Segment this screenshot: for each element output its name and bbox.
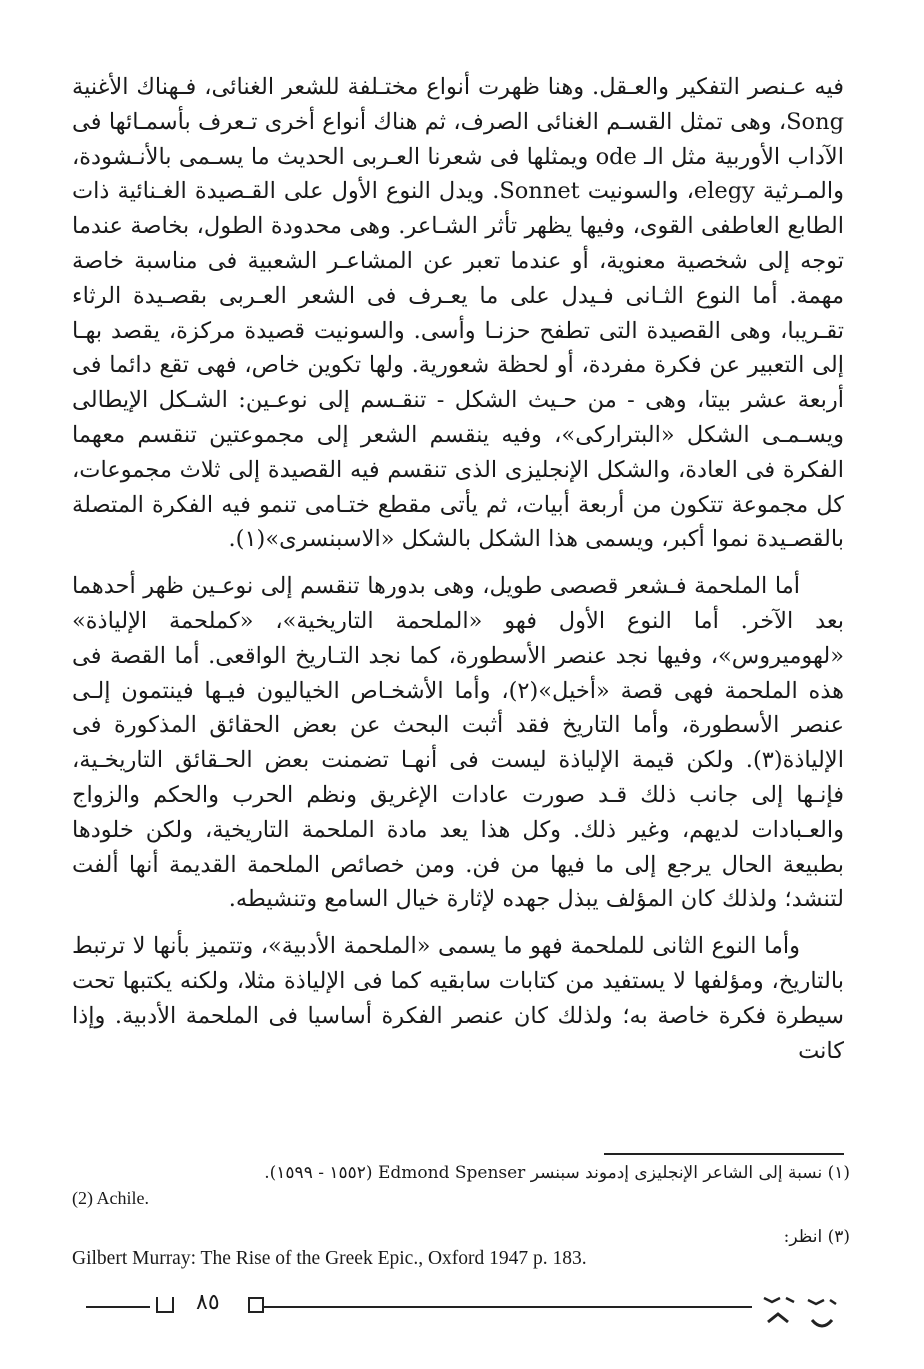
footer-left-rule bbox=[86, 1306, 150, 1308]
footnote-1: (١) نسبة إلى الشاعر الإنجليزى إدموند سبنسر Edmond Spenser (١٥٥٢ - ١٥٩٩). bbox=[264, 1163, 850, 1183]
body-text bbox=[72, 70, 844, 1068]
footnote-3-label: (٣) انظر: bbox=[783, 1227, 850, 1247]
footer-flourish-icon bbox=[760, 1292, 840, 1336]
footnote-divider bbox=[604, 1153, 844, 1155]
paragraph-epic-historical: أما الملحمة فـشعر قصصى طويل، وهى بدورها تنقسم إلى نوعـين ظهر أحدهما بعد الآخر. أما النوع الأول فهو «الملحمة التاريخية»، «كملحمة الإلياذة» «لهوميروس»، وفيها نجد عنصر الأسطورة، كما نجد التـاريخ الواقعى. أما القصة فى هذه الملحمة فهى قصة «أخيل»(٢)، وأما الأشخـاص الخياليون فيـها فينتمون إلـى عنصر الأسطورة، وأما التاريخ فقد أثبت البحث عن بعض الحقائق المذكورة فى الإلياذة(٣). ولكن قيمة الإلياذة ليست فى أنهـا تضمنت بعض الحـقائق التاريخـية، فإنـها إلى جانب ذلك قـد صورت عادات الإغريق ونظم الحرب والحكم والزواج والعـبادات لديهم، وغير ذلك. وكل هذا يعد مادة الملحمة التاريخية، ولكن خلودها بطبيعة الحال يرجع إلى ما فيها من فن. ومن خصائص الملحمة القديمة أنها ألفت لتنشد؛ ولذلك كان المؤلف يبذل جهده لإثارة خيال السامع وتنشيطه. bbox=[72, 573, 845, 913]
footnote-2: (2) Achile. bbox=[72, 1188, 149, 1208]
footnote-3-source: Gilbert Murray: The Rise of the Greek Epic., Oxford 1947 p. 183. bbox=[72, 1248, 587, 1269]
footer-square-ornament bbox=[248, 1297, 264, 1313]
page-number: ٨٥ bbox=[196, 1290, 220, 1315]
footer-long-rule bbox=[264, 1306, 752, 1308]
paragraph-epic-literary: وأما النوع الثانى للملحمة فهو ما يسمى «الملحمة الأدبية»، وتتميز بأنها لا ترتبط بالتاريخ، ومؤلفها لا يستفيد من كتابات سابقيه كما فى الإلياذة مثلا، ولكنه يكتبها تحت سيطرة فكرة خاصة به؛ ولذلك كان عنصر الفكرة أساسيا فى الملحمة الأدبية. وإذا كانت bbox=[72, 933, 844, 1064]
page-footer bbox=[0, 1290, 924, 1350]
paragraph-lyric-poetry: فيه عـنصر التفكير والعـقل. وهنا ظهرت أنواع مختـلفة للشعر الغنائى، فـهناك الأغنية Song، وهى تمثل القسـم الغنائى الصرف، ثم هناك أنواع أخرى تـعرف بأسمـائها فى الآداب الأوربية مثل الـ ode ويمثلها فى شعرنا العـربى الحديث ما يسـمى بالأنـشودة، والمـرثية elegy، والسونيت Sonnet. ويدل النوع الأول على القـصيدة الغـنائية ذات الطابع العاطفى القوى، وفيها يظهر تأثر الشـاعر. وهى محدودة الطول، بخاصة عندما توجه إلى شخصية معنوية، أو عندما تعبر عن المشاعـر الشعبية فى مناسبة خاصة مهمة. أما النوع الثـانى فـيدل على ما يعـرف فى الشعر العـربى بقصـيدة الرثاء تقـريبا، وهى القصيدة التى تطفح حزنـا وأسى. والسونيت قصيدة مركزة، يقصد بهـا إلى التعبير عن فكرة مفردة، أو لحظة شعورية. ولها تكوين خاص، فهى تقع دائما فى أربعة عشر بيتا، وهى - من حـيث الشكل - تنقـسم إلى نوعـين: الشـكل الإيطالى ويسـمـى الشكل «البتراركى»، وفيه ينقسم الشعر إلى مجموعتين تنقسم معهما الفكرة فى العادة، والشكل الإنجليزى الذى تنقسم فيه القصيدة إلى ثلاث مجموعات، كل مجموعة تتكون من أربعة أبيات، ثم يأتى مقطع ختـامى تنمو فيه الفكرة المتصلة بالقصـيدة نموا أكبر، ويسمى هذا الشكل بالشكل «الاسبنسرى»(١). bbox=[72, 74, 845, 553]
footer-bracket-ornament bbox=[156, 1297, 174, 1313]
